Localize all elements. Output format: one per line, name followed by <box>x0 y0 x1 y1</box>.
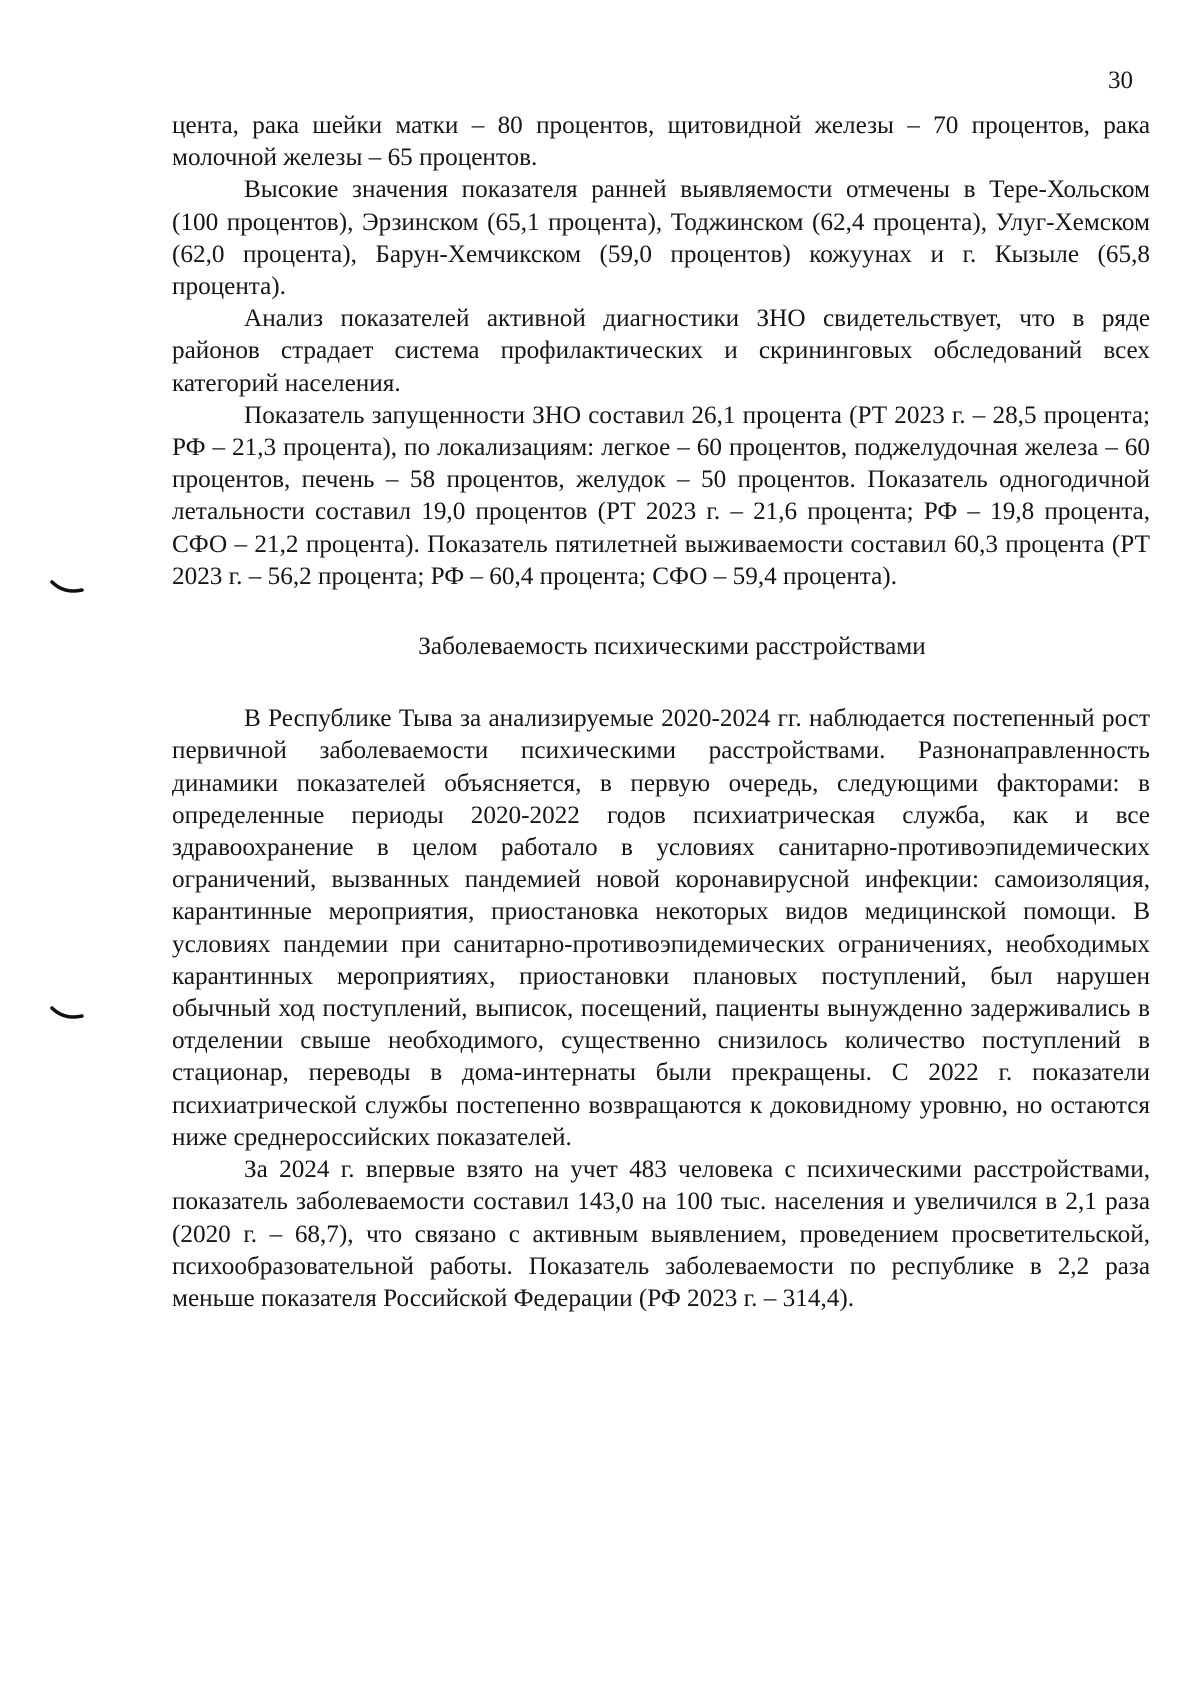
document-body <box>172 110 1150 1315</box>
page-number: 30 <box>1108 67 1133 94</box>
paragraph-mental-disorders-2024: За 2024 г. впервые взято на учет 483 человека с психическими расстройствами, показатель заболеваемости составил 143,0 на 100 тыс. населения и увеличился в 2,1 раза (2020 г. – 68,7), что связано с активным выявлением, проведением просветительской, психообразовательной работы. Показатель заболеваемости по республике в 2,2 раза меньше показателя Российской Федерации (РФ 2023 г. – 314,4). <box>172 1156 1150 1312</box>
binder-hole-mark-upper <box>50 578 84 596</box>
paragraph-continuation: цента, рака шейки матки – 80 процентов, щитовидной железы – 70 процентов, рака молочной железы – 65 процентов. <box>172 112 1150 172</box>
paragraph-early-detection: Высокие значения показателя ранней выявляемости отмечены в Тере-Хольском (100 процентов), Эрзинском (65,1 процента), Тоджинском (62,4 процента), Улуг-Хемском (62,0 процента), Барун-Хемчикском (59,0 процентов) кожуунах и г. Кызыле (65,8 процента). <box>172 176 1150 301</box>
section-heading: Заболеваемость психическими расстройствами <box>418 633 926 661</box>
paragraph-neglect-indicator: Показатель запущенности ЗНО составил 26,1 процента (РТ 2023 г. – 28,5 процента; РФ – 21,3 процента), по локализациям: легкое – 60 процентов, поджелудочная железа – 60 процентов, печень – 58 процентов, желудок – 50 процентов. Показатель одногодичной летальности составил 19,0 процентов (РТ 2023 г. – 21,6 процента; РФ – 19,8 процента, СФО – 21,2 процента). Показатель пятилетней выживаемости составил 60,3 процента (РТ 2023 г. – 56,2 процента; РФ – 60,4 процента; СФО – 59,4 процента). <box>172 401 1150 590</box>
paragraph-diagnostics-analysis: Анализ показателей активной диагностики ЗНО свидетельствует, что в ряде районов страдает система профилактических и скрининговых обследований всех категорий населения. <box>172 305 1150 397</box>
binder-hole-mark-lower <box>50 1004 84 1022</box>
paragraph-mental-disorders-dynamics: В Республике Тыва за анализируемые 2020-2024 гг. наблюдается постепенный рост первичной заболеваемости психическими расстройствами. Разнонаправленность динамики показателей объясняется, в первую очередь, следующими факторами: в определенные периоды 2020-2022 годов психиатрическая служба, как и все здравоохранение в целом работало в условиях санитарно-противоэпидемических ограничений, вызванных пандемией новой коронавирусной инфекции: самоизоляция, карантинные мероприятия, приостановка некоторых видов медицинской помощи. В условиях пандемии при санитарно-противоэпидемических ограничениях, необходимых карантинных мероприятиях, приостановки плановых поступлений, был нарушен обычный ход поступлений, выписок, посещений, пациенты вынужденно задерживались в отделении свыше необходимого, существенно снизилось количество поступлений в стационар, переводы в дома-интернаты были прекращены. С 2022 г. показатели психиатрической службы постепенно возвращаются к доковидному уровню, но остаются ниже среднероссийских показателей. <box>172 705 1150 1151</box>
